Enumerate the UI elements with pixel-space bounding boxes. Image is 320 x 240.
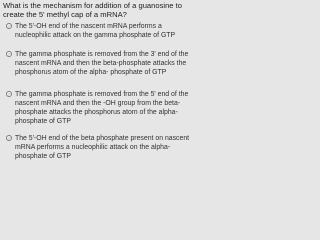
answer-option-label: The 5'-OH end of the beta phosphate present on nascent mRNA performs a nucleophilic attack on the alpha-phosphate of GTP: [15, 135, 190, 160]
answer-option-label: The gamma phosphate is removed from the 5' end of the nascent mRNA and then the -OH group from the beta-phosphate attacks the phosphorus atom of the alpha- phosphate of GTP: [15, 91, 189, 125]
answer-option-2[interactable]: [6, 50, 196, 77]
question-text: What is the mechanism for addition of a guanosine to create the 5' methyl cap of a mRNA?: [3, 1, 182, 20]
answer-option-4[interactable]: [6, 134, 196, 161]
radio-button-icon[interactable]: [6, 51, 12, 57]
answer-option-label: The 5'-OH end of the nascent mRNA performs a nucleophilic attack on the gamma phosphate of GTP: [15, 23, 176, 39]
radio-button-icon[interactable]: [6, 23, 12, 29]
answer-option-1[interactable]: [6, 22, 196, 40]
radio-button-icon[interactable]: [6, 135, 12, 141]
answer-option-label: The gamma phosphate is removed from the 3' end of the nascent mRNA and then the beta-phosphate attacks the phosphorus atom of the alpha- phosphate of GTP: [15, 51, 189, 76]
answer-option-3[interactable]: [6, 90, 196, 126]
radio-button-icon[interactable]: [6, 91, 12, 97]
